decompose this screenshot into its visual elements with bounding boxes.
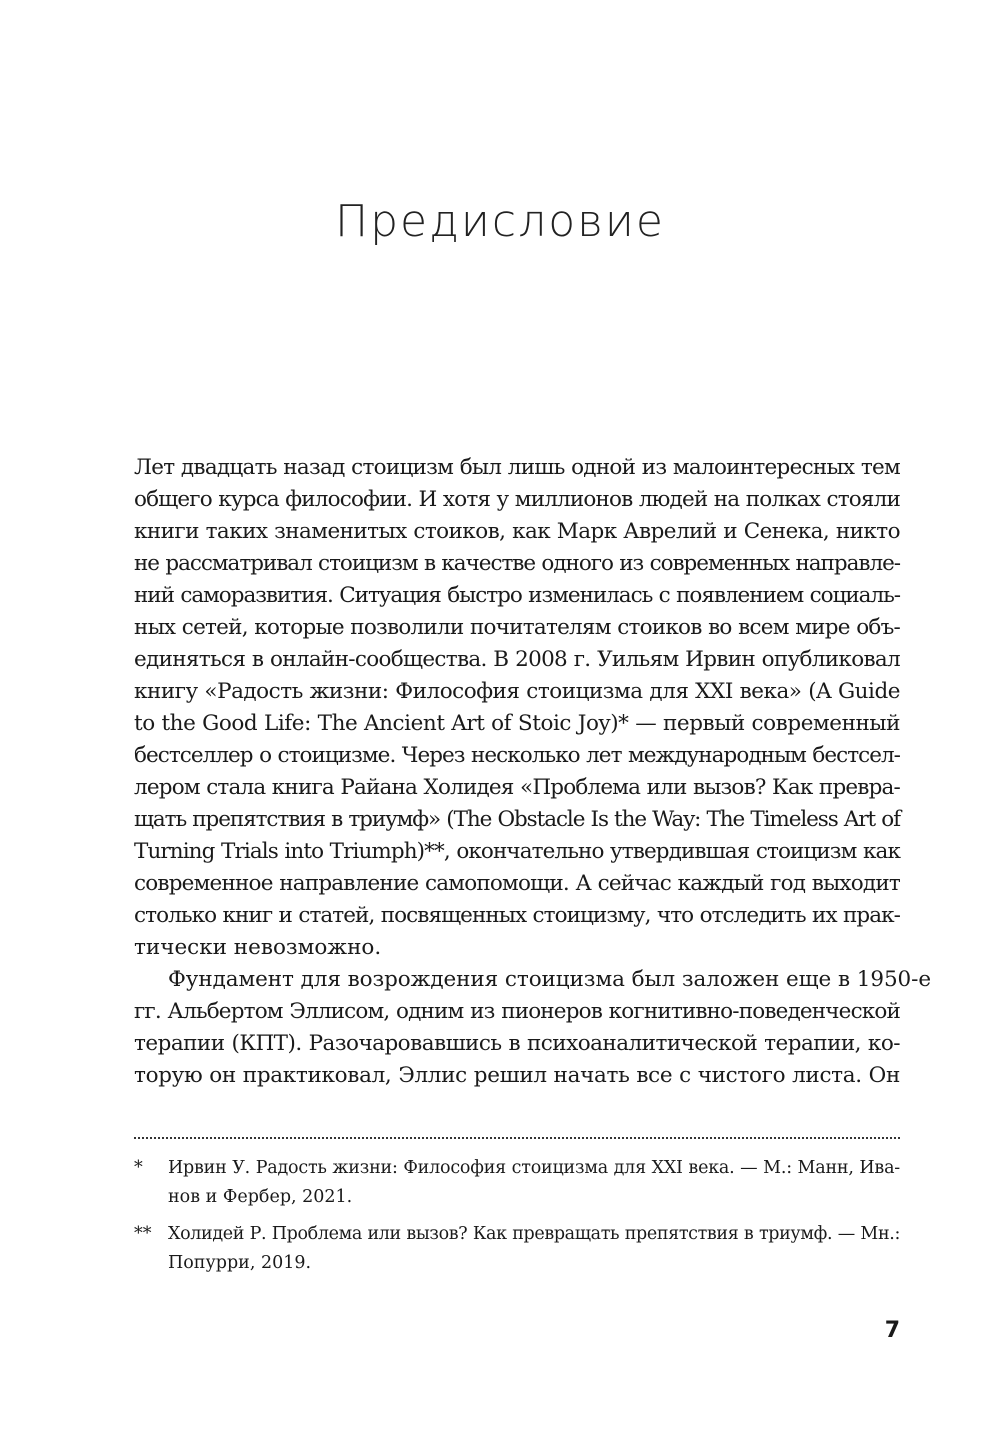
body-text — [134, 452, 931, 1092]
footnotes — [134, 1154, 900, 1286]
body-line: терапии (КПТ). Разочаровавшись в психоаналитической терапии, ко- — [134, 1031, 900, 1056]
body-line: гг. Альбертом Эллисом, одним из пионеров когнитивно-поведенческой — [134, 999, 900, 1024]
footnote-line: нов и Фербер, 2021. — [168, 1187, 353, 1207]
body-line: ных сетей, которые позволили почитателям стоиков во всем мире объ- — [134, 615, 900, 640]
body-line: современное направление самопомощи. А сейчас каждый год выходит — [134, 871, 900, 896]
body-line: не рассматривал стоицизм в качестве одного из современных направле- — [134, 551, 900, 576]
footnote-line: Ирвин У. Радость жизни: Философия стоицизма для XXI века. — М.: Манн, Ива- — [168, 1158, 900, 1178]
chapter-title: Предисловие — [335, 196, 665, 247]
body-line: лером стала книга Райана Холидея «Проблема или вызов? Как превра- — [134, 775, 900, 800]
body-line: Turning Trials into Triumph)**, окончательно утвердившая стоицизм как — [134, 839, 900, 864]
footnote-item — [134, 1154, 900, 1212]
footnote-item — [134, 1220, 900, 1278]
footnote-divider — [134, 1137, 900, 1139]
body-line: единяться в онлайн-сообщества. В 2008 г. Уильям Ирвин опубликовал — [134, 647, 900, 672]
body-line: тически невозможно. — [134, 935, 382, 960]
body-line: общего курса философии. И хотя у миллионов людей на полках стояли — [134, 487, 900, 512]
body-line: to the Good Life: The Ancient Art of Stoic Joy)* — первый современный — [134, 711, 900, 736]
body-line: книгу «Радость жизни: Философия стоицизма для XXI века» (A Guide — [134, 679, 900, 704]
body-line: книги таких знаменитых стоиков, как Марк Аврелий и Сенека, никто — [134, 519, 900, 544]
body-line: щать препятствия в триумф» (The Obstacle Is the Way: The Timeless Art of — [134, 807, 900, 832]
body-line: торую он практиковал, Эллис решил начать все с чистого листа. Он — [134, 1063, 900, 1088]
body-line: ний саморазвития. Ситуация быстро изменилась с появлением социаль- — [134, 583, 900, 608]
footnote-mark: ** — [134, 1224, 152, 1244]
body-line: бестселлер о стоицизме. Через несколько лет международным бестсел- — [134, 743, 900, 768]
body-line: столько книг и статей, посвященных стоицизму, что отследить их прак- — [134, 903, 900, 928]
footnote-line: Попурри, 2019. — [168, 1253, 312, 1273]
footnote-mark: * — [134, 1158, 143, 1178]
body-line: Лет двадцать назад стоицизм был лишь одной из малоинтересных тем — [134, 455, 900, 480]
body-line: Фундамент для возрождения стоицизма был заложен еще в 1950-е — [168, 967, 931, 992]
footnote-line: Холидей Р. Проблема или вызов? Как превращать препятствия в триумф. — Мн.: — [168, 1224, 900, 1244]
page-number: 7 — [884, 1318, 900, 1343]
